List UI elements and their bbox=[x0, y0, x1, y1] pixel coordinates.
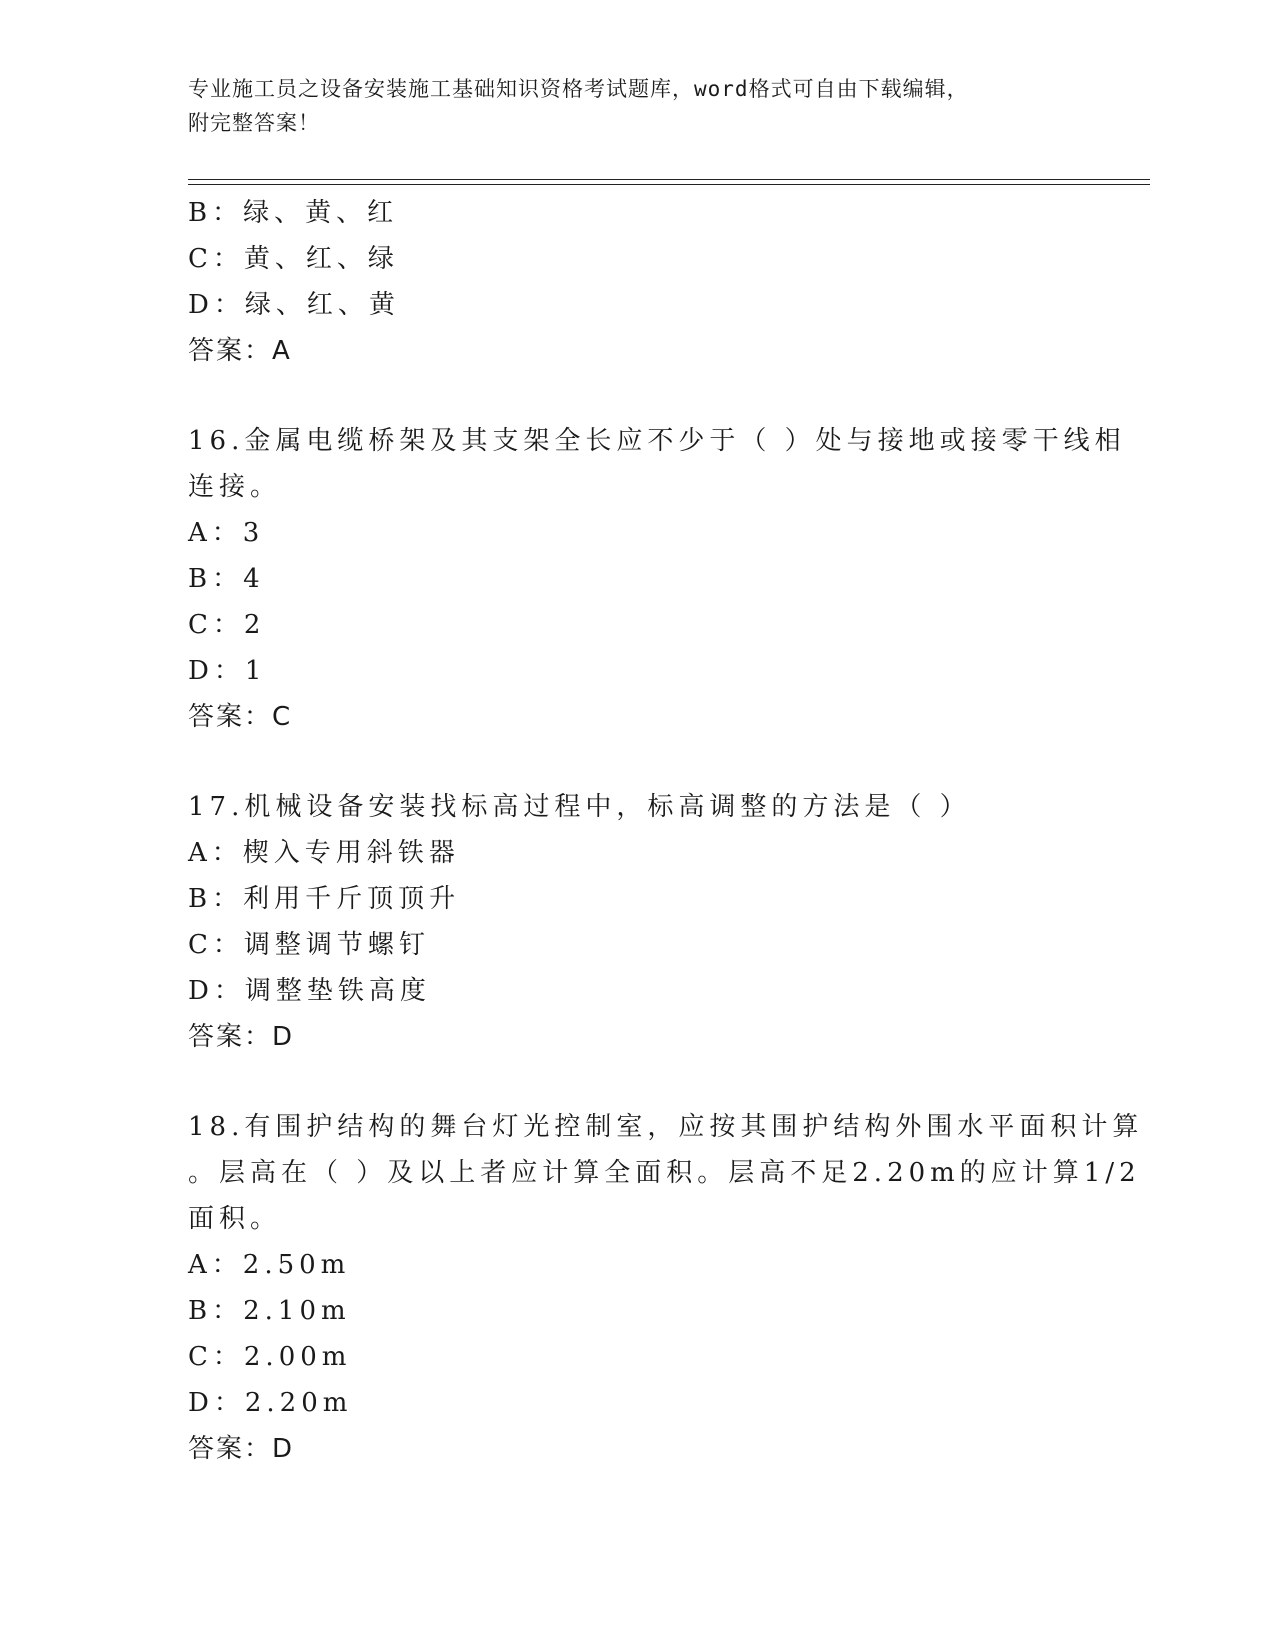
option-d: D：绿、红、黄 bbox=[188, 290, 400, 320]
question-15-continued bbox=[188, 190, 1148, 374]
question-stem-line: 面积。 bbox=[188, 1204, 282, 1234]
spacer bbox=[188, 374, 1148, 418]
answer-line: 答案：C bbox=[188, 702, 293, 732]
question-list bbox=[188, 190, 1148, 1472]
option-a: A：3 bbox=[188, 518, 265, 548]
spacer bbox=[188, 1060, 1148, 1104]
option-b: B：绿、黄、红 bbox=[188, 198, 399, 228]
question-16 bbox=[188, 418, 1148, 740]
question-stem-line: 17.机械设备安装找标高过程中，标高调整的方法是（ ） bbox=[188, 792, 971, 822]
answer-line: 答案：A bbox=[188, 336, 292, 366]
option-b: B：4 bbox=[188, 564, 265, 594]
option-d: D：调整垫铁高度 bbox=[188, 976, 431, 1006]
question-stem-line: 。层高在（ ）及以上者应计算全面积。层高不足2.20m的应计算1/2 bbox=[188, 1158, 1141, 1188]
option-c: C：调整调节螺钉 bbox=[188, 930, 430, 960]
spacer bbox=[188, 740, 1148, 784]
option-c: C：2 bbox=[188, 610, 266, 640]
question-stem-line: 连接。 bbox=[188, 472, 282, 502]
header-divider-bottom bbox=[188, 184, 1150, 185]
document-header bbox=[188, 72, 1088, 140]
option-c: C：黄、红、绿 bbox=[188, 244, 399, 274]
question-stem-line: 16.金属电缆桥架及其支架全长应不少于（ ）处与接地或接零干线相 bbox=[188, 426, 1126, 456]
header-line-2: 附完整答案！ bbox=[188, 111, 320, 135]
question-17 bbox=[188, 784, 1148, 1060]
option-b: B：利用千斤顶顶升 bbox=[188, 884, 461, 914]
option-c: C：2.00m bbox=[188, 1342, 352, 1372]
option-d: D：1 bbox=[188, 656, 267, 686]
answer-line: 答案：D bbox=[188, 1434, 295, 1464]
question-stem-line: 18.有围护结构的舞台灯光控制室，应按其围护结构外围水平面积计算 bbox=[188, 1112, 1144, 1142]
header-divider-top bbox=[188, 179, 1150, 180]
answer-line: 答案：D bbox=[188, 1022, 295, 1052]
header-line-1: 专业施工员之设备安装施工基础知识资格考试题库，word格式可自由下载编辑， bbox=[188, 77, 969, 101]
question-18 bbox=[188, 1104, 1148, 1472]
option-a: A：楔入专用斜铁器 bbox=[188, 838, 460, 868]
option-a: A：2.50m bbox=[188, 1250, 351, 1280]
option-d: D：2.20m bbox=[188, 1388, 353, 1418]
option-b: B：2.10m bbox=[188, 1296, 351, 1326]
